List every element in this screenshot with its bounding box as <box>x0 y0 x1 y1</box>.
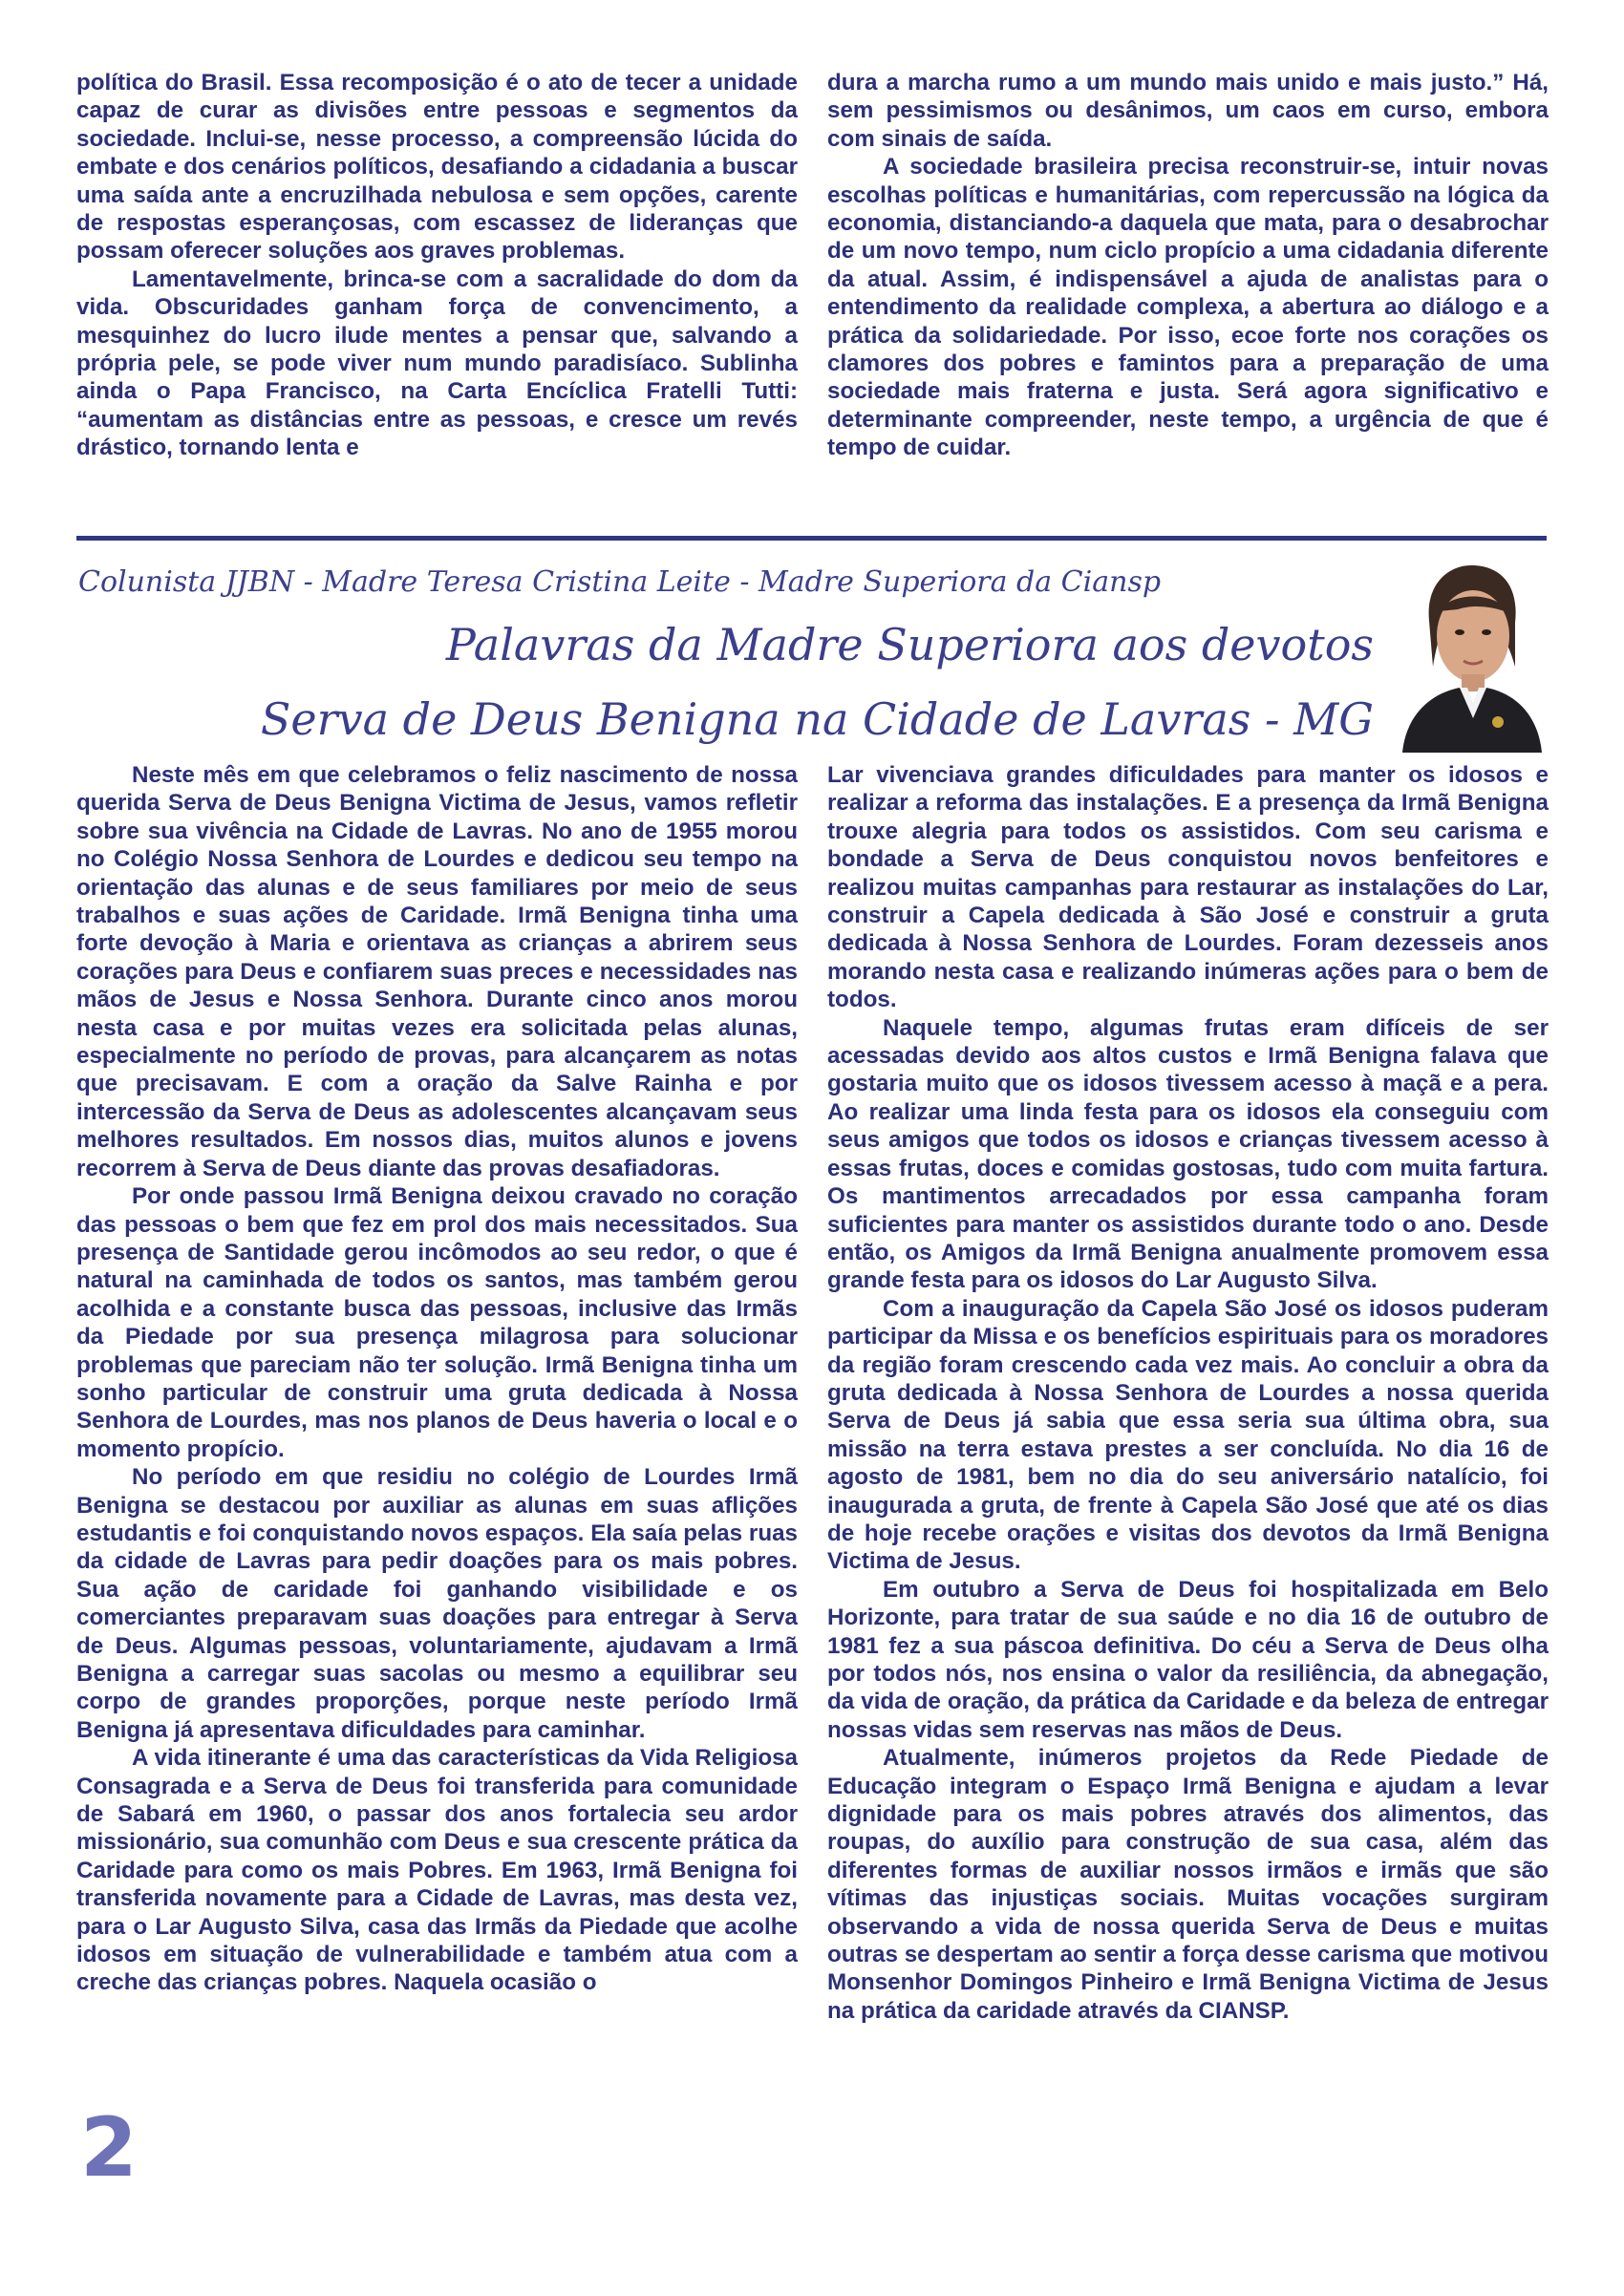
columnist-credit: Colunista JJBN - Madre Teresa Cristina Leite - Madre Superiora da Ciansp <box>78 565 1162 599</box>
paragraph: Neste mês em que celebramos o feliz nascimento de nossa querida Serva de Deus Benigna Victima de Jesus, vamos refletir sobre sua vivência na Cidade de Lavras. No ano de 1955 morou no Colégio Nossa Senhora de Lourdes e dedicou seu tempo na orientação das alunas e de seus familiares por meio de seus trabalhos e suas ações de Caridade. Irmã Benigna tinha uma forte devoção à Maria e orientava as crianças a abrirem seus corações para Deus e confiarem suas preces e necessidades nas mãos de Jesus e Nossa Senhora. Durante cinco anos morou nesta casa e por muitas vezes era solicitada pelas alunas, especialmente no período de provas, para alcançarem as notas que precisavam. E com a oração da Salve Rainha e por intercessão da Serva de Deus as adolescentes alcançavam seus melhores resultados. Em nossos dias, muitos alunos e jovens recorrem à Serva de Deus diante das provas desafiadoras. <box>76 762 798 1181</box>
paragraph: Por onde passou Irmã Benigna deixou cravado no coração das pessoas o bem que fez em prol dos mais necessitados. Sua presença de Santidade gerou incômodos ao seu redor, o que é natural na caminhada de todos os santos, mas também gerou acolhida e a constante busca das pessoas, inclusive das Irmãs da Piedade por sua presença milagrosa para solucionar problemas que pareciam não ter solução. Irmã Benigna tinha um sonho particular de construir uma gruta dedicada à Nossa Senhora de Lourdes, mas nos planos de Deus haveria o local e o momento propício. <box>76 1183 798 1462</box>
paragraph: Lar vivenciava grandes dificuldades para manter os idosos e realizar a reforma das instalações. E a presença da Irmã Benigna trouxe alegria para todos os assistidos. Com seu carisma e bondade a Serva de Deus conquistou novos benfeitores e realizou muitas campanhas para restaurar as instalações do Lar, construir a Capela dedicada à São José e construir a gruta dedicada à Nossa Senhora de Lourdes. Foram dezesseis anos morando nesta casa e realizando inúmeras ações para o bem de todos. <box>827 762 1549 1013</box>
page-number: 2 <box>80 2100 138 2196</box>
paragraph: Em outubro a Serva de Deus foi hospitalizada em Belo Horizonte, para tratar de sua saúde e no dia 16 de outubro de 1981 fez a sua páscoa definitiva. Do céu a Serva de Deus olha por todos nós, nos ensina o valor da resiliência, da abnegação, da vida de oração, da prática da Caridade e da beleza de entregar nossas vidas sem reservas nas mãos de Deus. <box>827 1576 1549 1743</box>
paragraph: A sociedade brasileira precisa reconstruir-se, intuir novas escolhas políticas e humanitárias, com repercussão na lógica da economia, distanciando-a daquela que mata, para o desabrochar de um novo tempo, num ciclo propício a uma cidadania diferente da atual. Assim, é indispensável a ajuda de analistas para o entendimento da realidade complexa, a abertura ao diálogo e a prática da solidariedade. Por isso, ecoe forte nos corações os clamores dos pobres e famintos para a preparação de uma sociedade mais fraterna e justa. Será agora significativo e determinante compreender, neste tempo, a urgência de que é tempo de cuidar. <box>827 154 1549 461</box>
paragraph: política do Brasil. Essa recomposição é o ato de tecer a unidade capaz de curar as divisões entre pessoas e segmentos da sociedade. Inclui-se, nesse processo, a compreensão lúcida do embate e dos cenários políticos, desafiando a cidadania a buscar uma saída ante a encruzilhada nebulosa e sem opções, carente de respostas esperançosas, com escassez de lideranças que possam oferecer soluções aos graves problemas. <box>76 70 798 265</box>
top-left-column <box>76 69 798 462</box>
headline-line-2: Serva de Deus Benigna na Cidade de Lavras - MG <box>260 693 1374 745</box>
article-left-column <box>76 761 798 1997</box>
paragraph: dura a marcha rumo a um mundo mais unido e mais justo.” Há, sem pessimismos ou desânimos, um caos em curso, embora com sinais de saída. <box>827 70 1549 152</box>
paragraph: No período em que residiu no colégio de Lourdes Irmã Benigna se destacou por auxiliar as alunas em suas aflições estudantis e foi conquistando novos espaços. Ela saía pelas ruas da cidade de Lavras para pedir doações para os mais pobres. Sua ação de caridade foi ganhando visibilidade e os comerciantes preparavam suas doações para entregar à Serva de Deus. Algumas pessoas, voluntariamente, ajudavam a Irmã Benigna a carregar suas sacolas ou mesmo a equilibrar seu corpo de grandes proporções, porque neste período Irmã Benigna já apresentava dificuldades para caminhar. <box>76 1464 798 1743</box>
top-right-column <box>827 69 1549 462</box>
author-portrait <box>1383 554 1549 753</box>
paragraph: Com a inauguração da Capela São José os idosos puderam participar da Missa e os benefícios espirituais para os moradores da região foram crescendo cada vez mais. Ao concluir a obra da gruta dedicada à Nossa Senhora de Lourdes a nossa querida Serva de Deus já sabia que essa seria sua última obra, sua missão na terra estava prestes a ser concluída. No dia 16 de agosto de 1981, bem no dia do seu aniversário natalício, foi inaugurada a gruta, de frente à Capela São José que até os dias de hoje recebe orações e visitas dos devotos da Irmã Benigna Victima de Jesus. <box>827 1295 1549 1575</box>
article-right-column <box>827 761 1549 2025</box>
section-divider <box>76 536 1547 541</box>
paragraph: Atualmente, inúmeros projetos da Rede Piedade de Educação integram o Espaço Irmã Benigna e ajudam a levar dignidade para os mais pobres através dos alimentos, das roupas, do auxílio para construção de sua casa, além das diferentes formas de auxiliar nossos irmãos e irmãs que são vítimas das injustiças sociais. Muitas vocações surgiram observando a vida de nossa querida Serva de Deus e muitas outras se despertam ao sentir a força desse carisma que motivou Monsenhor Domingos Pinheiro e Irmã Benigna Victima de Jesus na prática da caridade através da CIANSP. <box>827 1745 1549 2024</box>
headline-line-1: Palavras da Madre Superiora aos devotos <box>445 619 1374 670</box>
paragraph: Naquele tempo, algumas frutas eram difíceis de ser acessadas devido aos altos custos e Irmã Benigna falava que gostaria muito que os idosos tivessem acesso à maçã e a pera. Ao realizar uma linda festa para os idosos ela conseguiu com seus amigos que todos os idosos e crianças tivessem acesso à essas frutas, doces e comidas gostosas, tudo com muita fartura. Os mantimentos arrecadados por essa campanha foram suficientes para manter os assistidos durante todo o ano. Desde então, os Amigos da Irmã Benigna anualmente promovem essa grande festa para os idosos do Lar Augusto Silva. <box>827 1014 1549 1294</box>
paragraph: Lamentavelmente, brinca-se com a sacralidade do dom da vida. Obscuridades ganham força de convencimento, a mesquinhez do lucro ilude mentes a pensar que, salvando a própria pele, se pode viver num mundo paradisíaco. Sublinha ainda o Papa Francisco, na Carta Encíclica Fratelli Tutti: “aumentam as distâncias entre as pessoas, e cresce um revés drástico, tornando lenta e <box>76 266 798 461</box>
paragraph: A vida itinerante é uma das características da Vida Religiosa Consagrada e a Serva de Deus foi transferida para comunidade de Sabará em 1960, o passar dos anos fortalecia seu ardor missionário, sua comunhão com Deus e sua crescente prática da Caridade para como os mais Pobres. Em 1963, Irmã Benigna foi transferida novamente para a Cidade de Lavras, mas desta vez, para o Lar Augusto Silva, casa das Irmãs da Piedade que acolhe idosos em situação de vulnerabilidade e também atua com a creche das crianças pobres. Naquela ocasião o <box>76 1745 798 1996</box>
